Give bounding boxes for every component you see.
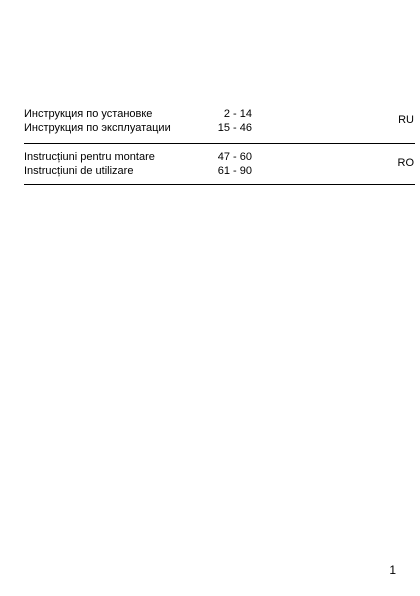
toc-entry-title: Instrucțiuni pentru montare xyxy=(24,151,155,163)
toc-entry xyxy=(24,107,415,121)
toc-entry-pages: 15 - 46 xyxy=(217,122,252,134)
toc-entry-title: Инструкция по эксплуатации xyxy=(24,122,171,134)
toc-entry-pages: 2 - 14 xyxy=(223,108,252,120)
toc-entry xyxy=(24,150,415,164)
toc-entry-title: Instrucțiuni de utilizare xyxy=(24,165,134,177)
page-number: 1 xyxy=(389,563,396,577)
toc-entry-pages: 61 - 90 xyxy=(217,165,252,177)
toc-entry-title: Инструкция по установке xyxy=(24,108,153,120)
language-code: RU xyxy=(398,114,414,126)
toc-entry-pages: 47 - 60 xyxy=(217,151,252,163)
section-divider xyxy=(24,143,415,144)
section-divider xyxy=(24,184,415,185)
toc-section-ru xyxy=(24,107,415,143)
language-code: RO xyxy=(397,157,414,169)
toc-entry xyxy=(24,121,415,135)
toc-section-ro xyxy=(24,150,415,186)
toc-entry xyxy=(24,164,415,178)
